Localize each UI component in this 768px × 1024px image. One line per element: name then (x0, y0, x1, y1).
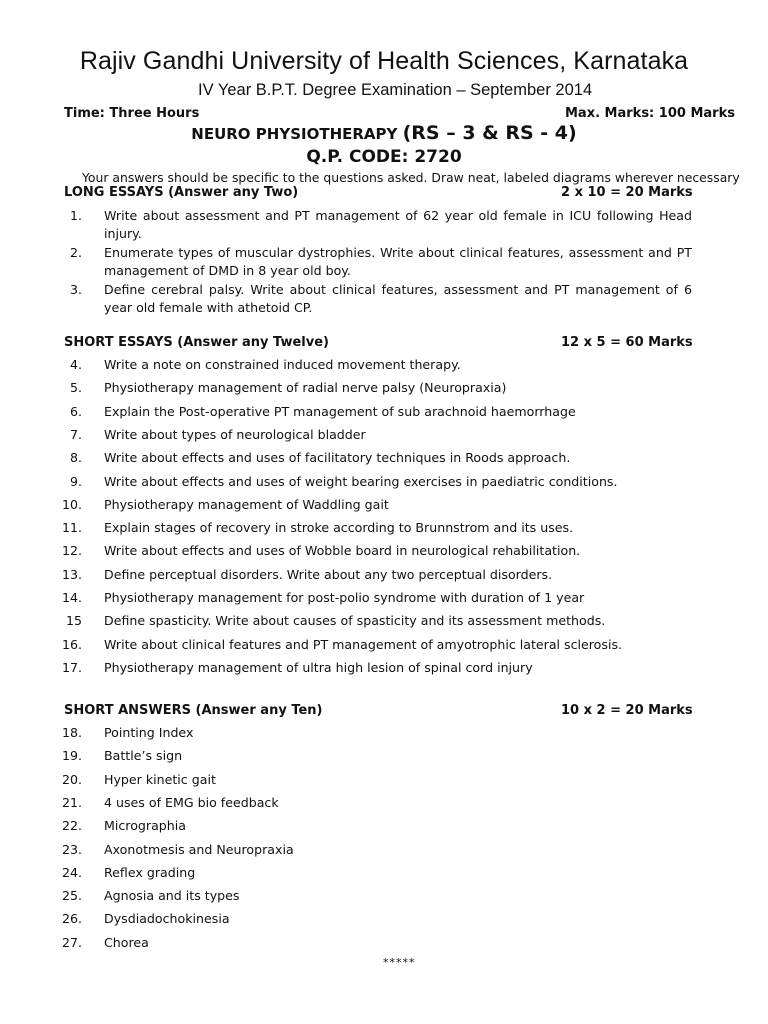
question-text: Physiotherapy management of Waddling gait (104, 496, 389, 512)
question-text: Write a note on constrained induced movement therapy. (104, 357, 461, 372)
max-marks-label: Max. Marks: 100 Marks (565, 106, 735, 121)
question-number: 25. (61, 888, 82, 904)
university-title: Rajiv Gandhi University of Health Sciences, Karnataka (79, 47, 689, 75)
question-text: Write about effects and uses of facilitatory techniques in Roods approach. (104, 450, 571, 466)
subject-scheme: (RS – 3 & RS - 4) (402, 122, 577, 144)
question-text: Explain stages of recovery in stroke according to Brunnstrom and its uses. (104, 520, 574, 536)
question-number: 23. (61, 841, 82, 857)
instructions: Your answers should be specific to the questions asked. Draw neat, labeled diagrams wherever necessary (82, 170, 740, 185)
question-text: Define perceptual disorders. Write about any two perceptual disorders. (104, 566, 553, 582)
question-number: 10. (61, 496, 82, 512)
question-text: Explain the Post-operative PT management of sub arachnoid haemorrhage (104, 403, 576, 419)
question-number: 7. (69, 426, 82, 442)
question-number: 5. (69, 380, 82, 396)
question-number: 27. (61, 934, 82, 950)
time-label: Time: Three Hours (64, 106, 200, 121)
question-number: 19. (61, 748, 82, 764)
subject-title (0, 122, 768, 144)
question-text: Write about effects and uses of weight bearing exercises in paediatric conditions. (104, 473, 618, 489)
question-text: Dysdiadochokinesia (104, 911, 230, 927)
question-text: Define cerebral palsy. Write about clinical features, assessment and PT management of 6 year old female with athetoid CP. (104, 282, 692, 315)
question-text: Write about types of neurological bladder (104, 426, 366, 442)
question-number: 13. (61, 566, 82, 582)
question-text: Reflex grading (104, 864, 196, 880)
question-text: 4 uses of EMG bio feedback (104, 794, 279, 810)
short-answers-marks: 10 x 2 = 20 Marks (561, 703, 693, 718)
question-number: 18. (61, 725, 82, 740)
question-number: 22. (61, 818, 82, 834)
question-number: 8. (69, 450, 82, 466)
question-text: Chorea (104, 934, 149, 950)
question-text: Write about effects and uses of Wobble board in neurological rehabilitation. (104, 543, 581, 559)
question-number: 9. (69, 473, 82, 489)
question-text: Axonotmesis and Neuropraxia (104, 841, 294, 857)
question-text: Write about assessment and PT management of 62 year old female in ICU following Head injury. (104, 208, 692, 241)
question-number: 11. (61, 520, 82, 536)
question-number: 3. (69, 282, 82, 297)
question-number: 15 (65, 613, 82, 629)
qp-code: Q.P. CODE: 2720 (306, 147, 462, 167)
subject-name: NEURO PHYSIOTHERAPY (191, 125, 403, 143)
end-mark: ***** (383, 956, 416, 969)
question-number: 24. (61, 864, 82, 880)
question-text: Hyper kinetic gait (104, 771, 216, 787)
question-number: 14. (61, 590, 82, 605)
question-text: Physiotherapy management of radial nerve palsy (Neuropraxia) (104, 380, 507, 396)
question-number: 2. (69, 245, 82, 260)
question-number: 16. (61, 636, 82, 652)
exam-subtitle: IV Year B.P.T. Degree Examination – September 2014 (198, 81, 593, 99)
question-text: Physiotherapy management for post-polio syndrome with duration of 1 year (104, 590, 585, 605)
question-text: Enumerate types of muscular dystrophies. Write about clinical features, assessment and PT management of DMD in 8 year old boy. (104, 245, 692, 278)
question-number: 6. (69, 403, 82, 419)
short-essays-heading: SHORT ESSAYS (Answer any Twelve) (64, 335, 329, 350)
question-text: Battle’s sign (104, 748, 183, 764)
question-number: 17. (61, 659, 82, 675)
question-number: 20. (61, 771, 82, 787)
question-number: 12. (61, 543, 82, 559)
question-text: Pointing Index (104, 725, 194, 740)
question-text: Write about clinical features and PT management of amyotrophic lateral sclerosis. (104, 636, 623, 652)
question-number: 26. (61, 911, 82, 927)
question-text: Physiotherapy management of ultra high lesion of spinal cord injury (104, 659, 533, 675)
question-text: Agnosia and its types (104, 888, 240, 904)
short-essays-marks: 12 x 5 = 60 Marks (561, 335, 693, 350)
question-number: 21. (61, 794, 82, 810)
question-text: Define spasticity. Write about causes of spasticity and its assessment methods. (104, 613, 606, 629)
question-number: 1. (69, 208, 82, 223)
question-number: 4. (69, 357, 82, 372)
short-answers-heading: SHORT ANSWERS (Answer any Ten) (64, 703, 323, 718)
question-text: Micrographia (104, 818, 186, 834)
long-essays-marks: 2 x 10 = 20 Marks (561, 185, 693, 200)
long-essays-heading: LONG ESSAYS (Answer any Two) (64, 185, 299, 200)
